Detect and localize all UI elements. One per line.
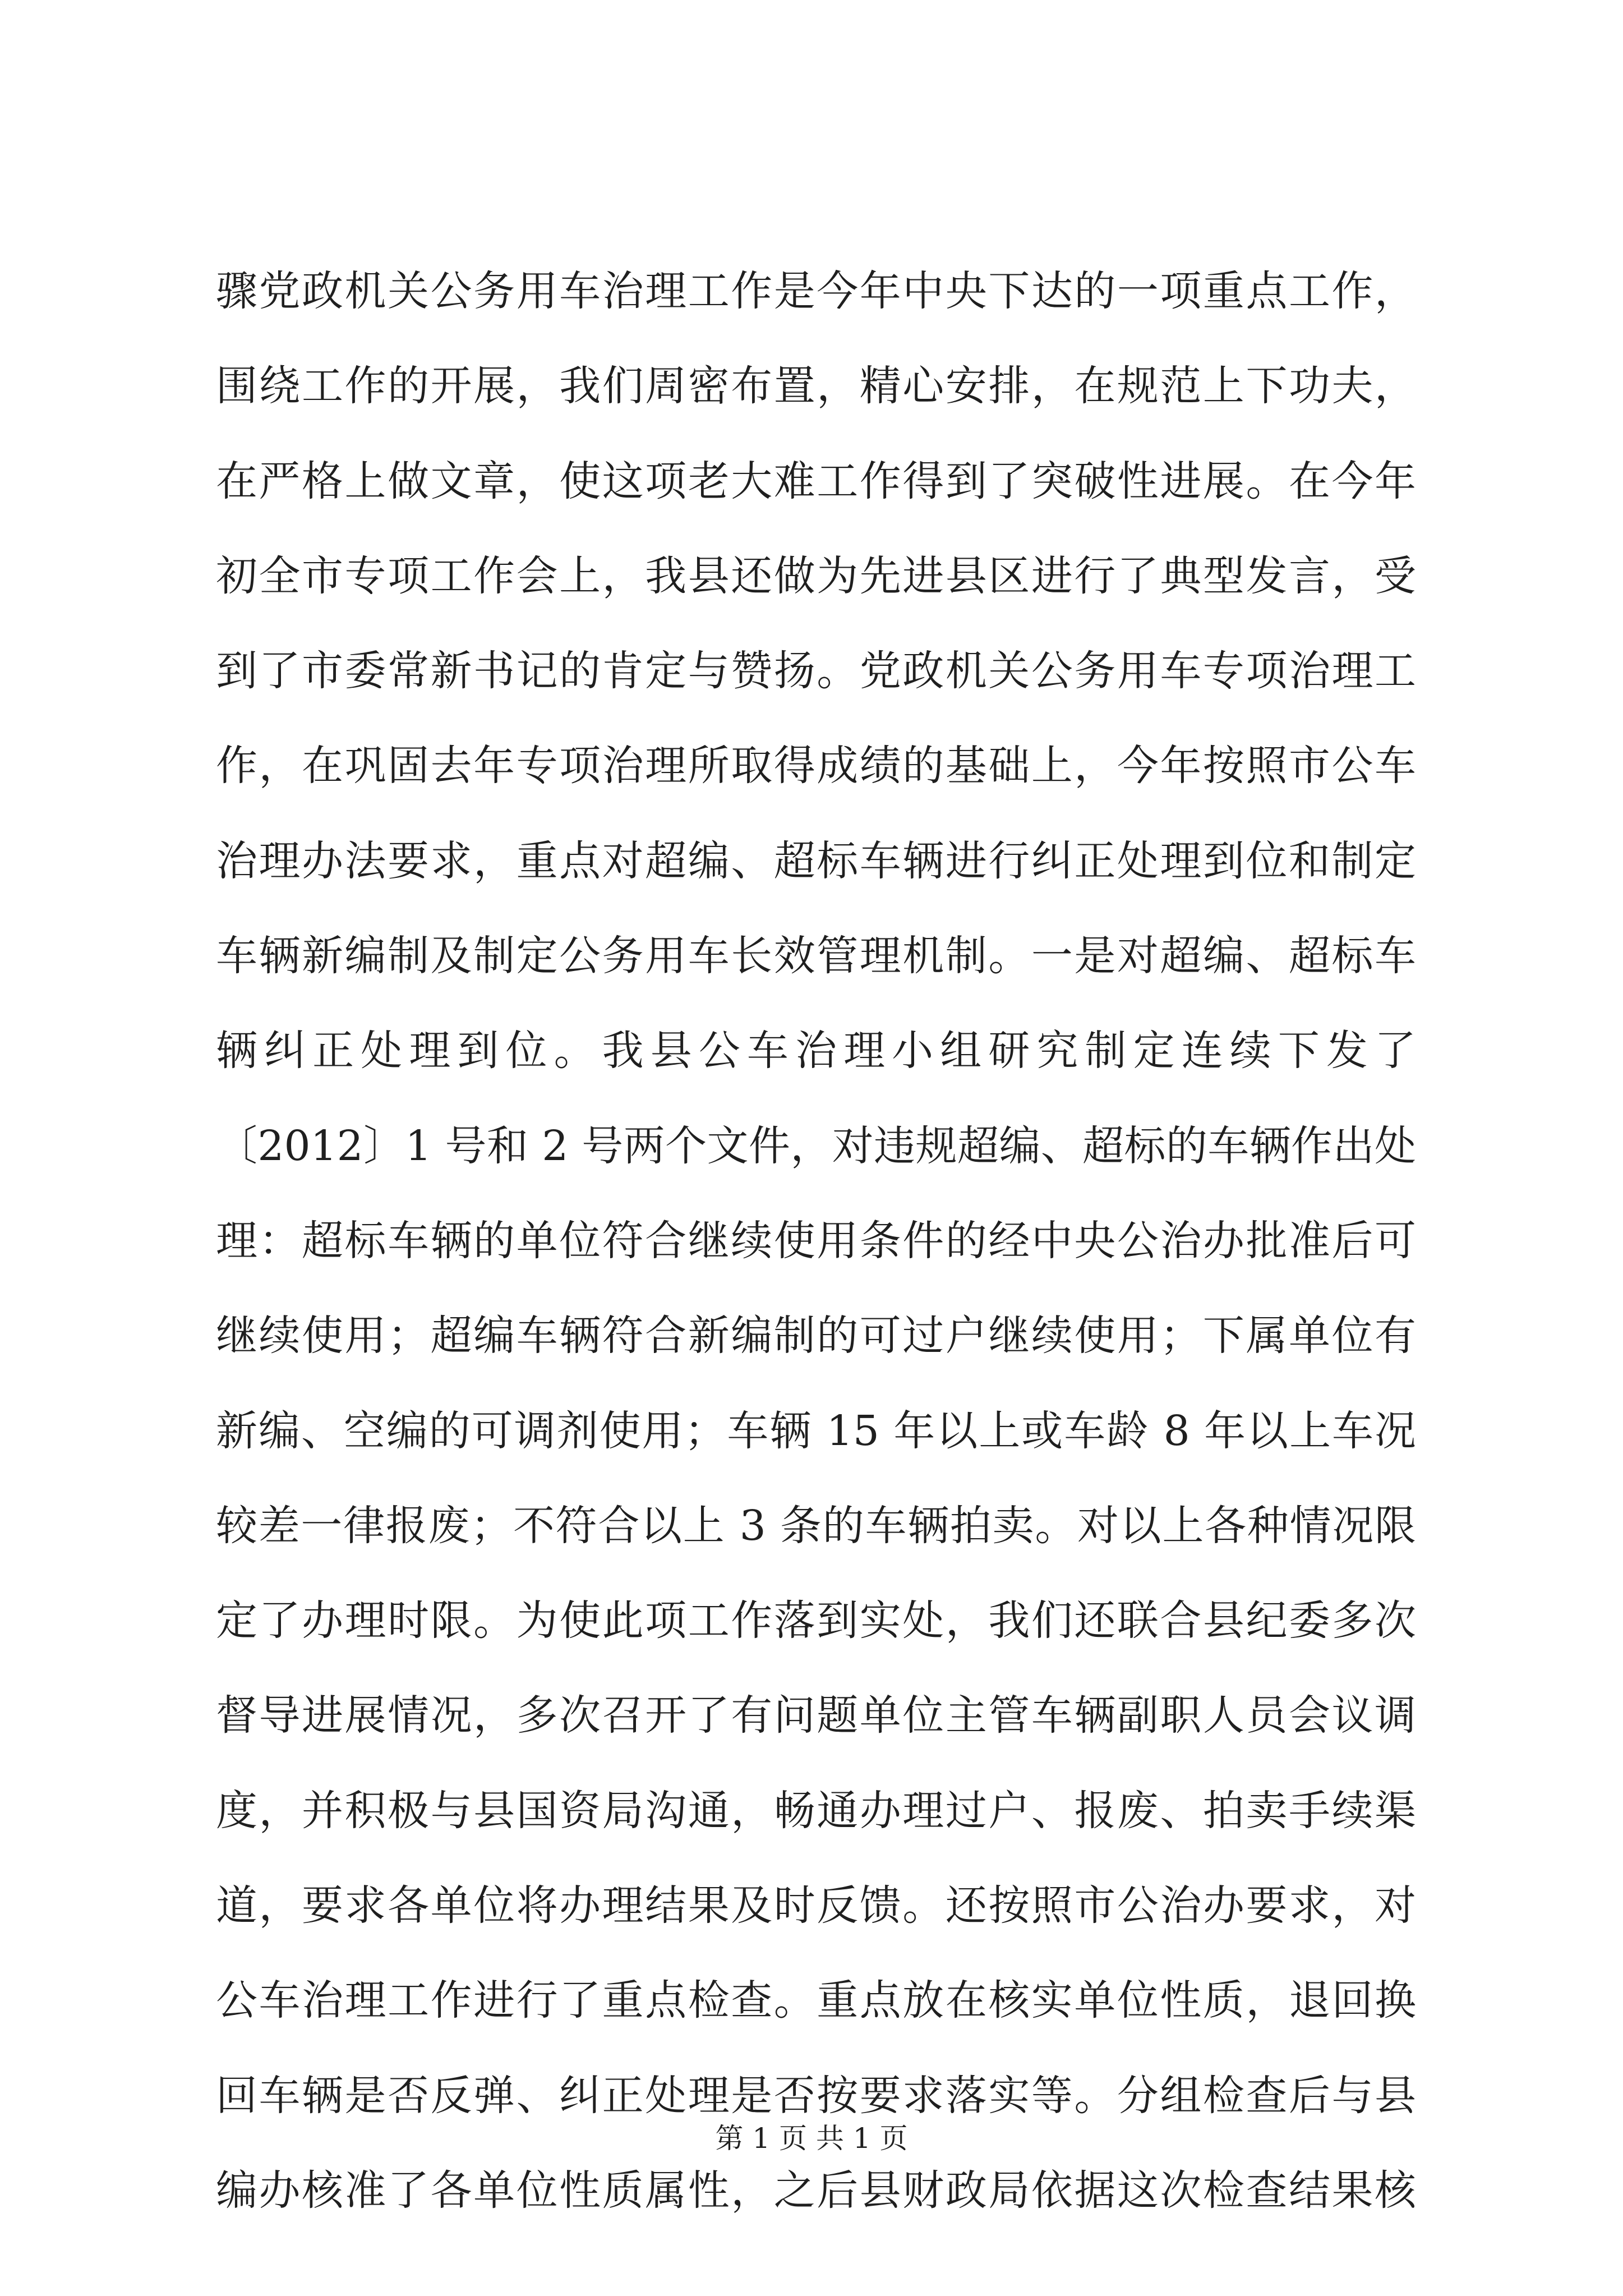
text-line: 度，并积极与县国资局沟通，畅通办理过户、报废、拍卖手续渠 [216,1786,1416,1835]
text-line: 理：超标车辆的单位符合继续使用条件的经中央公治办批准后可 [216,1216,1416,1265]
page-number-footer: 第 1 页 共 1 页 [715,2122,908,2155]
text-line: 道，要求各单位将办理结果及时反馈。还按照市公治办要求，对 [216,1881,1416,1930]
text-line: 定了办理时限。为使此项工作落到实处，我们还联合县纪委多次 [216,1596,1416,1645]
text-line: 作，在巩固去年专项治理所取得成绩的基础上，今年按照市公车 [216,742,1416,790]
body-text [216,264,1416,2258]
text-line: 〔2012〕1 号和 2 号两个文件，对违规超编、超标的车辆作出处 [216,1121,1416,1170]
text-line: 在严格上做文章，使这项老大难工作得到了突破性进展。在今年 [216,457,1416,505]
text-line: 车辆新编制及制定公务用车长效管理机制。一是对超编、超标车 [216,932,1416,981]
text-line: 督导进展情况，多次召开了有问题单位主管车辆副职人员会议调 [216,1691,1416,1740]
text-line: 公车治理工作进行了重点检查。重点放在核实单位性质，退回换 [216,1976,1416,2025]
text-line: 辆纠正处理到位。我县公车治理小组研究制定连续下发了 [216,1027,1416,1075]
text-line: 回车辆是否反弹、纠正处理是否按要求落实等。分组检查后与县 [216,2071,1416,2120]
text-line: 治理办法要求，重点对超编、超标车辆进行纠正处理到位和制定 [216,836,1416,885]
text-line: 新编、空编的可调剂使用；车辆 15 年以上或车龄 8 年以上车况 [216,1406,1416,1455]
text-line: 较差一律报废；不符合以上 3 条的车辆拍卖。对以上各种情况限 [216,1501,1416,1550]
text-line: 编办核准了各单位性质属性，之后县财政局依据这次检查结果核 [216,2166,1416,2215]
text-line: 初全市专项工作会上，我县还做为先进县区进行了典型发言，受 [216,551,1416,600]
text-line: 骤党政机关公务用车治理工作是今年中央下达的一项重点工作， [216,267,1416,315]
text-line: 继续使用；超编车辆符合新编制的可过户继续使用；下属单位有 [216,1312,1416,1360]
text-line: 到了市委常新书记的肯定与赞扬。党政机关公务用车专项治理工 [216,647,1416,696]
text-line: 围绕工作的开展，我们周密布置，精心安排，在规范上下功夫， [216,362,1416,411]
